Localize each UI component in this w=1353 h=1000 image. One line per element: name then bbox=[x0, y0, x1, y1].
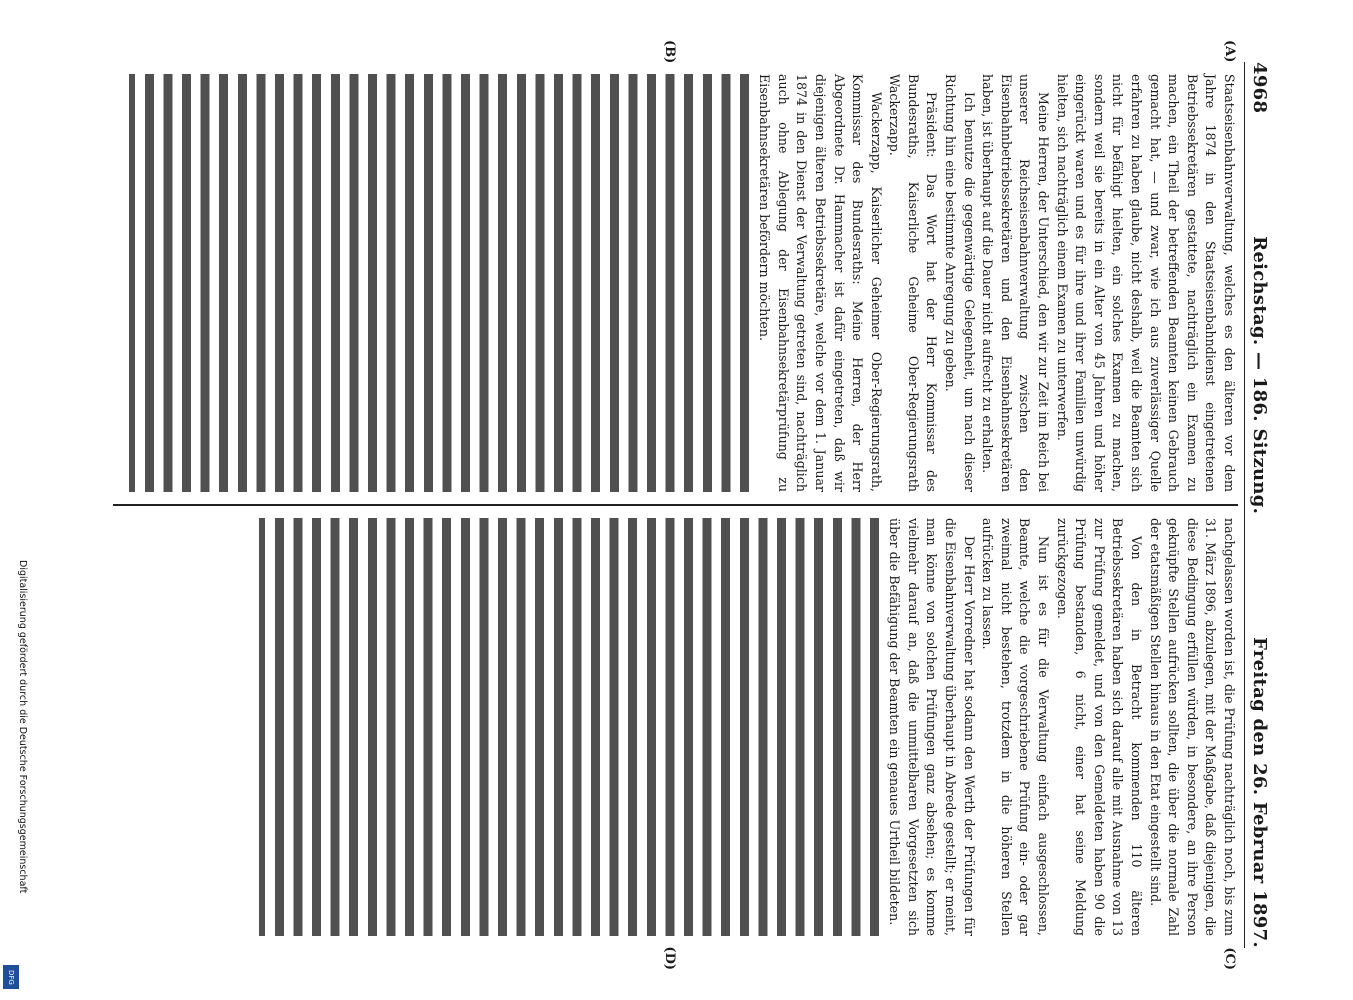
left-column-text-continuation bbox=[129, 74, 749, 492]
left-paragraph-5: Wackerzapp, Kaiserlicher Geheimer Ober-Regierungsrath, Kommissar des Bundesraths: Meine Herren, der Herr Abgeordnete Dr. Hammacher ist dafür eingetreten, daß wir diejenigen älteren Betriebssekretäre, welche vor dem 1. Januar 1874 in den Dienst der Verwaltung getreten sind, nachträglich auch ohne Ablegung der Eisenbahnsekretärprüfung zu Eisenbahnsekretären befördern möchten. bbox=[757, 74, 884, 492]
newspaper-page bbox=[28, 40, 1278, 970]
rotated-page-content bbox=[28, 40, 1278, 970]
right-column-text-continuation bbox=[259, 518, 879, 936]
right-paragraph-4: Der Herr Vorredner hat sodann den Werth der Prüfungen für die Eisenbahnverwaltung überhaupt in Abrede gestellt; er meint, man könne von solchen Prüfungen ganz absehen; es komme vielmehr darauf an, daß die unmittelbaren Vorgesetzten sich über die Befähigung der Beamten ein genaues Urtheil bildeten. bbox=[887, 518, 977, 936]
page-number: 4968 bbox=[1249, 62, 1270, 114]
page-header bbox=[1244, 62, 1270, 948]
page-date: Freitag den 26. Februar 1897. bbox=[1249, 637, 1270, 948]
dfg-logo: DFG bbox=[3, 965, 19, 989]
text-columns bbox=[113, 40, 1238, 970]
left-column bbox=[113, 40, 1238, 504]
right-column bbox=[113, 506, 1238, 970]
marker-d: (D) bbox=[662, 946, 677, 970]
digitization-credit bbox=[2, 560, 28, 980]
right-paragraph-1: nachgelassen worden ist, die Prüfung nachträglich noch, bis zum 31. März 1896, abzulegen, mit der Maßgabe, daß diejenigen, die diese Bedingung erfüllen würden, in besondere, an ihre Person geknüpfte Stellen aufrücken sollten, die über die normale Zahl der etatsmäßigen Stellen hinaus in den Etat eingestellt sind. bbox=[1147, 518, 1237, 936]
left-paragraph-1: Staatseisenbahnverwaltung, welches es den älteren vor dem Jahre 1874 in den Staatseisenbahndienst eingetretenen Betriebssekretären gestattete, nachträglich ein Examen zu machen, ein Theil der betreffenden Beamten keinen Gebrauch gemacht hat, — und zwar, wie ich aus zuverlässiger Quelle erfahren zu haben glaube, nicht deshalb, weil die Beamten sich nicht für befähigt hielten, ein solches Examen zu machen, sondern weil sie bereits in ein Alter von 45 Jahren und höher eingerückt waren und es für ihre und ihrer Familien unwürdig hielten, sich nachträglich einem Examen zu unterwerfen. bbox=[1054, 74, 1237, 492]
left-paragraph-3: Ich benutze die gegenwärtige Gelegenheit, um nach dieser Richtung hin eine bestimmte Anregung zu geben. bbox=[943, 74, 977, 492]
marker-b: (B) bbox=[662, 40, 677, 64]
digitization-credit-text: Digitalisierung gefördert durch die Deutsche Forschungsgemeinschaft bbox=[17, 560, 28, 894]
marker-a: (A) bbox=[1222, 40, 1237, 63]
right-paragraph-3: Nun ist es für die Verwaltung einfach ausgeschlossen, Beamte, welche die vorgeschriebene Prüfung ein- oder gar zweimal nicht bestehen, trotzdem in die höheren Stellen aufrücken zu lassen. bbox=[980, 518, 1052, 936]
page-title: Reichstag. — 186. Sitzung. bbox=[1249, 236, 1270, 515]
right-paragraph-2: Von den in Betracht kommenden 110 älteren Betriebssekretären haben sich darauf alle mit Ausnahme von 13 zur Prüfung gemeldet, und von den Gemeldeten haben 90 die Prüfung bestanden, 6 nicht, einer hat seine Meldung zurückgezogen. bbox=[1054, 518, 1145, 936]
marker-c: (C) bbox=[1222, 947, 1237, 970]
left-paragraph-2: Meine Herren, der Unterschied, den wir zur Zeit im Reich bei unserer Reichseisenbahnverwaltung zwischen den Eisenbahnbetriebssekretären und den Eisenbahnsekretären haben, ist überhaupt auf die Dauer nicht aufrecht zu erhalten. bbox=[980, 74, 1052, 492]
left-paragraph-4: Präsident: Das Wort hat der Herr Kommissar des Bundesraths, Kaiserliche Geheime Ober-Regierungsrath Wackerzapp. bbox=[887, 74, 940, 492]
